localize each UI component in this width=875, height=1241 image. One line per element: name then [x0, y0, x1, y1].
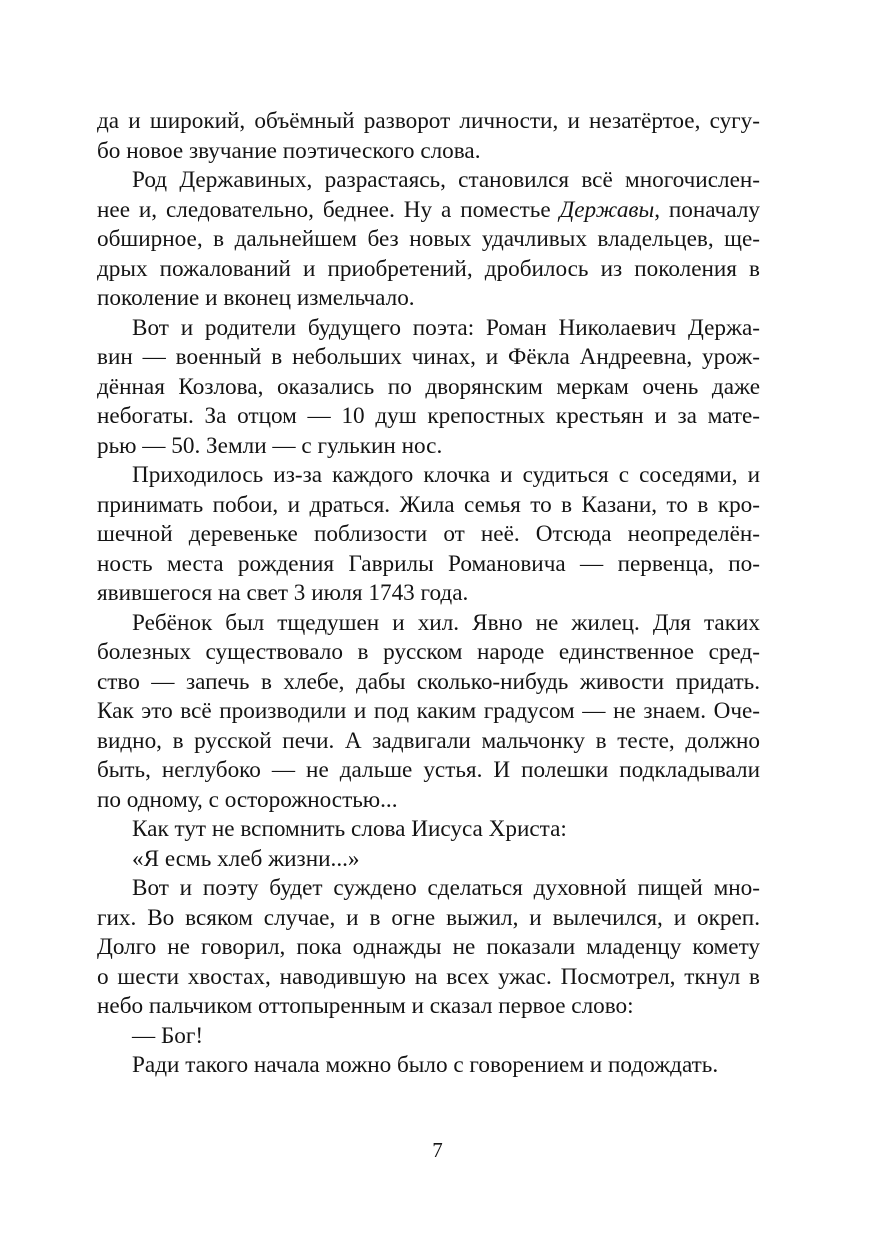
text-line: «Я есмь хлеб жизни...»: [132, 845, 360, 872]
text-line: да и широкий, объёмный разворот личности, и незатёртое, сугу-: [97, 108, 760, 134]
text-line: Долго не говорил, пока однажды не показали младенцу комету: [97, 934, 760, 960]
text-line: — Бог!: [132, 1022, 204, 1049]
text-line: ство — запечь в хлебе, дабы сколько-нибудь живости придать.: [97, 668, 760, 695]
text-line: поколение и вконец измельчало.: [97, 285, 415, 311]
text-line: дённая Козлова, оказались по дворянским меркам очень даже: [97, 373, 760, 400]
text-line: Вот и родители будущего поэта: Роман Николаевич Держа-: [132, 314, 760, 341]
text-line: Ребёнок был тщедушен и хил. Явно не жилец. Для таких: [132, 609, 760, 636]
text-line: болезных существовало в русском народе единственное сред-: [97, 639, 760, 665]
text-line: Род Державиных, разрастаясь, становился всё многочислен-: [132, 167, 760, 193]
italic-word: Державы: [559, 196, 655, 223]
text-line: дрых пожалований и приобретений, дробилось из поколения в: [97, 255, 760, 282]
text-line: шечной деревеньке поблизости от неё. Отсюда неопределён-: [97, 521, 760, 547]
text-line: ность места рождения Гаврилы Романовича — первенца, по-: [97, 550, 760, 577]
text-line: Как тут не вспомнить слова Иисуса Христа:: [132, 816, 567, 842]
text-line: гих. Во всяком случае, и в огне выжил, и вылечился, и окреп.: [97, 904, 760, 931]
text-line: рью — 50. Земли — с гулькин нос.: [97, 432, 443, 459]
text-line: бо новое звучание поэтического слова.: [97, 137, 481, 164]
text-line: принимать побои, и драться. Жила семья то в Казани, то в кро-: [97, 491, 760, 518]
text-line: о шести хвостах, наводившую на всех ужас. Посмотрел, ткнул в: [97, 963, 760, 990]
text-line: быть, неглубоко — не дальше устья. И полешки подкладывали: [97, 757, 760, 783]
text-line: явившегося на свет 3 июля 1743 года.: [97, 580, 469, 606]
text-line: небогаты. За отцом — 10 душ крепостных крестьян и за мате-: [97, 403, 760, 429]
text-line: по одному, с осторожностью...: [97, 786, 398, 813]
page-number: 7: [432, 1138, 443, 1162]
text-line: нее и, следовательно, беднее. Ну а поместье Державы, поначалу: [97, 196, 760, 223]
text-line: Ради такого начала можно было с говорением и подождать.: [132, 1052, 719, 1078]
text-line: вин — военный в небольших чинах, и Фёкла Андреевна, урож-: [97, 344, 760, 370]
text-line: видно, в русской печи. А задвигали мальчонку в тесте, должно: [97, 727, 760, 754]
text-line: Как это всё производили и под каким градусом — не знаем. Оче-: [97, 698, 760, 724]
text-line: небо пальчиком оттопыренным и сказал первое слово:: [97, 993, 634, 1019]
text-line: обширное, в дальнейшем без новых удачливых владельцев, ще-: [97, 226, 760, 252]
text-line: Вот и поэту будет суждено сделаться духовной пищей мно-: [132, 875, 760, 901]
body-text: [97, 107, 760, 1081]
text-line: Приходилось из-за каждого клочка и судиться с соседями, и: [132, 462, 760, 488]
